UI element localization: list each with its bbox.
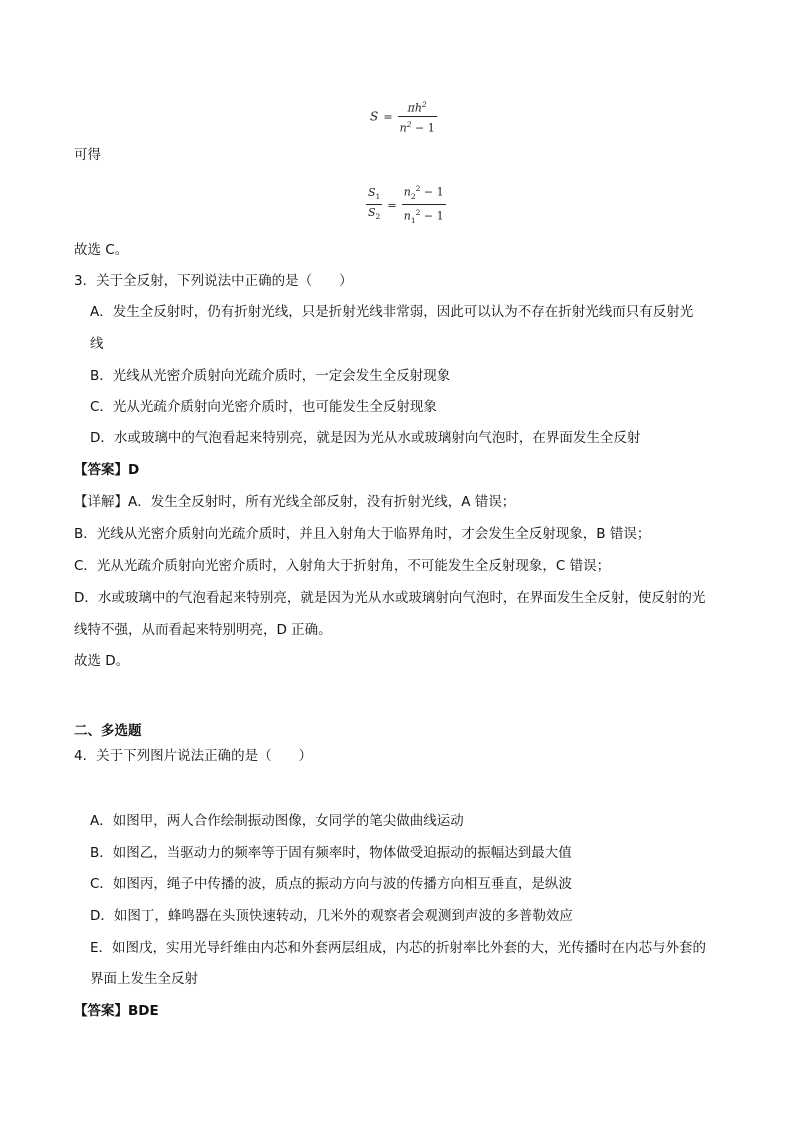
q3-answer: 【答案】D: [74, 462, 140, 478]
q3-option-b: B．光线从光密介质射向光疏介质时，一定会发生全反射现象: [90, 368, 451, 384]
ratio-rhs-fraction: $\frac{n_2^2 - 1}{n_1^2 - 1}$: [403, 184, 444, 225]
q3-detail-d-cont: 线特不强，从而看起来特别明亮，D 正确。: [74, 622, 332, 638]
formula-lhs: S: [370, 109, 379, 124]
formula-minus-one: − 1: [411, 121, 435, 135]
ratio-lhs-fraction: $\frac{S_1}{S_2}$: [368, 185, 381, 222]
formula-n: n: [399, 121, 407, 135]
q4-option-c: C．如图丙，绳子中传播的波，质点的振动方向与波的传播方向相互垂直，是纵波: [90, 876, 572, 892]
formula-h-exponent: 2: [421, 100, 427, 109]
text-kede: 可得: [74, 147, 101, 163]
q4-option-e-cont: 界面上发生全反射: [90, 971, 198, 987]
q4-stem: 4．关于下列图片说法正确的是（ ）: [74, 748, 313, 764]
ratio-formula: [366, 182, 446, 227]
q3-option-d: D．水或玻璃中的气泡看起来特别亮，就是因为光从水或玻璃射向气泡时，在界面发生全反射: [90, 430, 641, 446]
q4-option-d: D．如图丁，蜂鸣器在头顶快速转动，几米外的观察者会观测到声波的多普勒效应: [90, 908, 573, 924]
formula-fraction: [398, 98, 437, 134]
q3-conclusion: 故选 D。: [74, 653, 130, 669]
q3-stem: 3．关于全反射，下列说法中正确的是（ ）: [74, 273, 353, 289]
q3-detail-c: C．光从光疏介质射向光密介质时，入射角大于折射角，不可能发生全反射现象，C 错误；: [74, 558, 611, 574]
q4-option-b: B．如图乙，当驱动力的频率等于固有频率时，物体做受迫振动的振幅达到最大值: [90, 845, 572, 861]
conclusion-c: 故选 C。: [74, 242, 129, 258]
q3-detail-b: B．光线从光密介质射向光疏介质时，并且入射角大于临界角时，才会发生全反射现象，B 错误；: [74, 526, 651, 542]
section-title: 二、多选题: [74, 723, 142, 739]
q3-option-a-cont: 线: [90, 336, 104, 352]
q3-option-c: C．光从光疏介质射向光密介质时，也可能发生全反射现象: [90, 399, 437, 415]
q3-option-a: A．发生全反射时，仍有折射光线，只是折射光线非常弱，因此可以认为不存在折射光线而只有反射光: [90, 304, 694, 320]
formula-h: h: [414, 101, 422, 115]
q4-answer: 【答案】BDE: [74, 1003, 159, 1019]
ratio-equals: =: [387, 198, 397, 212]
q3-detail-d: D．水或玻璃中的气泡看起来特别亮，就是因为光从水或玻璃射向气泡时，在界面发生全反射，使反射的光: [74, 590, 706, 606]
formula-pi: π: [407, 101, 415, 115]
formula-n-exponent: 2: [406, 119, 412, 129]
q3-detail-a: 【详解】A．发生全反射时，所有光线全部反射，没有折射光线，A 错误；: [74, 494, 516, 510]
formula-area: [370, 98, 437, 134]
q4-option-a: A．如图甲，两人合作绘制振动图像，女同学的笔尖做曲线运动: [90, 813, 464, 829]
q4-option-e: E．如图戊，实用光导纤维由内芯和外套两层组成，内芯的折射率比外套的大，光传播时在内芯与外套的: [90, 940, 707, 956]
formula-equals: =: [383, 110, 393, 124]
